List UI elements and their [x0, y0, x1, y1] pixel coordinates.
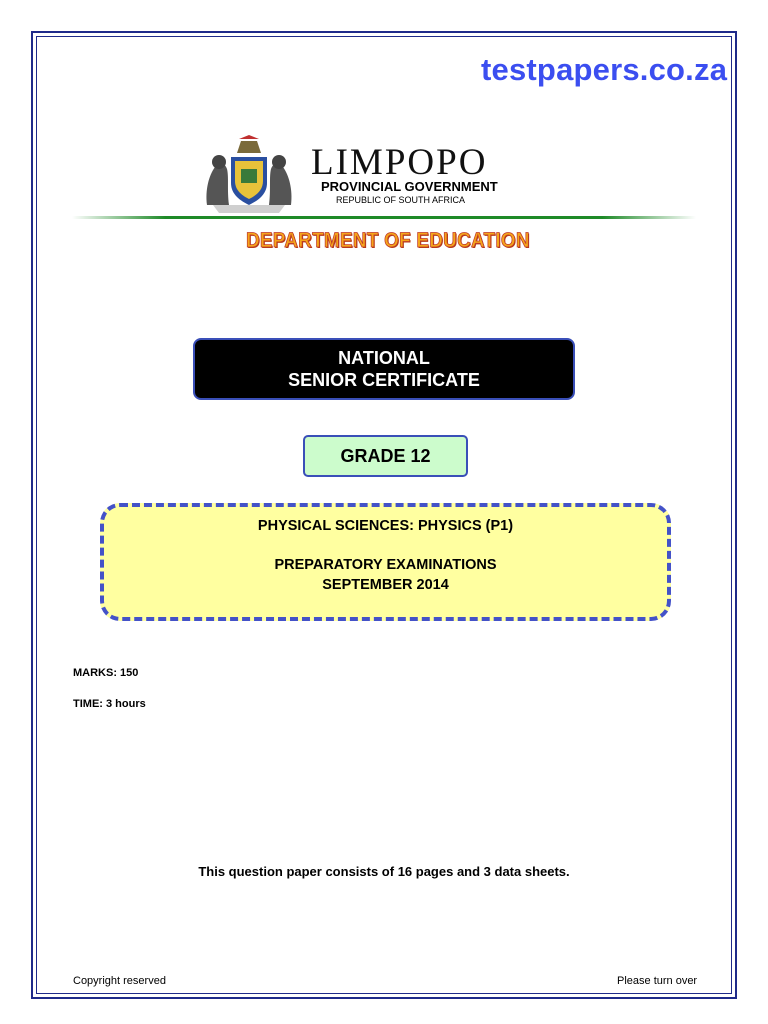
turn-over-footer: Please turn over [617, 975, 698, 987]
exam-date: SEPTEMBER 2014 [322, 577, 449, 593]
certificate-line-1: NATIONAL [338, 348, 430, 368]
logo-title: LIMPOPO [311, 142, 488, 183]
exam-subject: PHYSICAL SCIENCES: PHYSICS (P1) [257, 518, 514, 534]
coat-of-arms-icon [199, 135, 299, 215]
copyright-footer: Copyright reserved [73, 975, 166, 987]
pages-note: This question paper consists of 16 pages and 3 data sheets. [198, 864, 570, 879]
certificate-line-2: SENIOR CERTIFICATE [288, 370, 480, 390]
exam-type: PREPARATORY EXAMINATIONS [274, 557, 497, 573]
divider-line [72, 216, 696, 219]
watermark-link[interactable]: testpapers.co.za [481, 52, 728, 87]
logo-subtitle: PROVINCIAL GOVERNMENT [321, 179, 498, 194]
grade-badge: GRADE 12 [303, 435, 468, 477]
marks-label: MARKS: 150 [73, 667, 139, 679]
exam-details-box [100, 503, 671, 621]
department-title: DEPARTMENT OF EDUCATION [246, 229, 530, 252]
certificate-banner [193, 338, 575, 400]
time-label: TIME: 3 hours [73, 698, 146, 710]
logo-subtitle-country: REPUBLIC OF SOUTH AFRICA [336, 195, 466, 205]
